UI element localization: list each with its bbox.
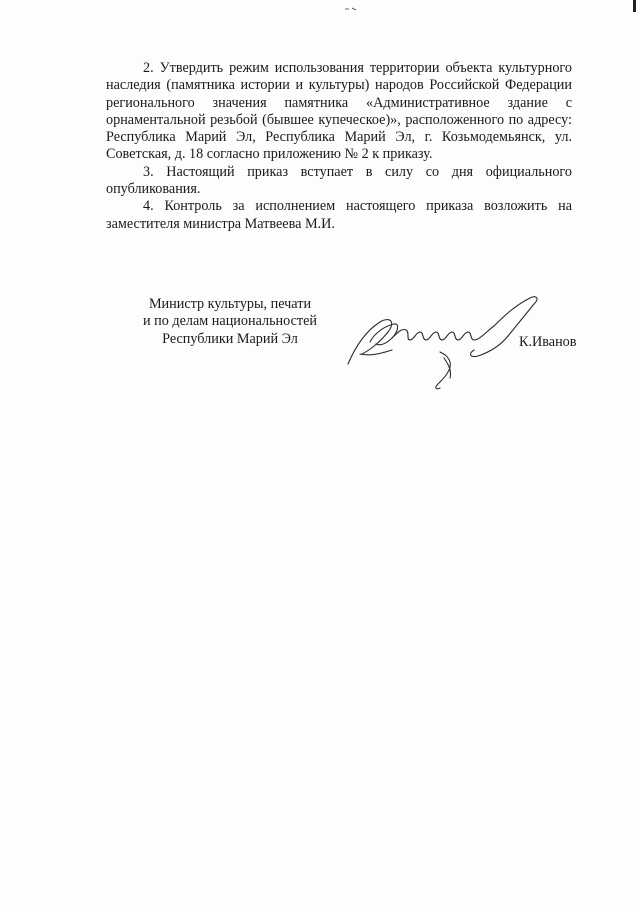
signer-name: К.Иванов bbox=[519, 334, 577, 350]
scan-edge-mark bbox=[633, 0, 636, 12]
signatory-position bbox=[120, 296, 340, 348]
position-line-3: Республики Марий Эл bbox=[162, 330, 298, 347]
position-line-1: Министр культуры, печати bbox=[148, 296, 312, 312]
scan-artifact-mark bbox=[344, 6, 358, 12]
paragraph-4: 4. Контроль за исполнением настоящего приказа возложить на заместителя министра Матвеева М.И. bbox=[106, 198, 572, 232]
paragraph-3: 3. Настоящий приказ вступает в силу со дня официального опубликования. bbox=[106, 163, 572, 198]
order-body-text bbox=[106, 60, 572, 233]
paragraph-2: 2. Утвердить режим использования территории объекта культурного наследия (памятника истории и культуры) народов Российской Федерации регионального значения памятника «Административное здание с орнаментальной резьбой (бывшее купеческое)», расположенного по адресу: Республика Марий Эл, Республика Марий Эл, г. Козьмодемьянск, ул. Советская, д. 18 согласно приложению № 2 к приказу. bbox=[106, 60, 572, 163]
position-line-2: и по делам национальностей bbox=[143, 313, 317, 330]
